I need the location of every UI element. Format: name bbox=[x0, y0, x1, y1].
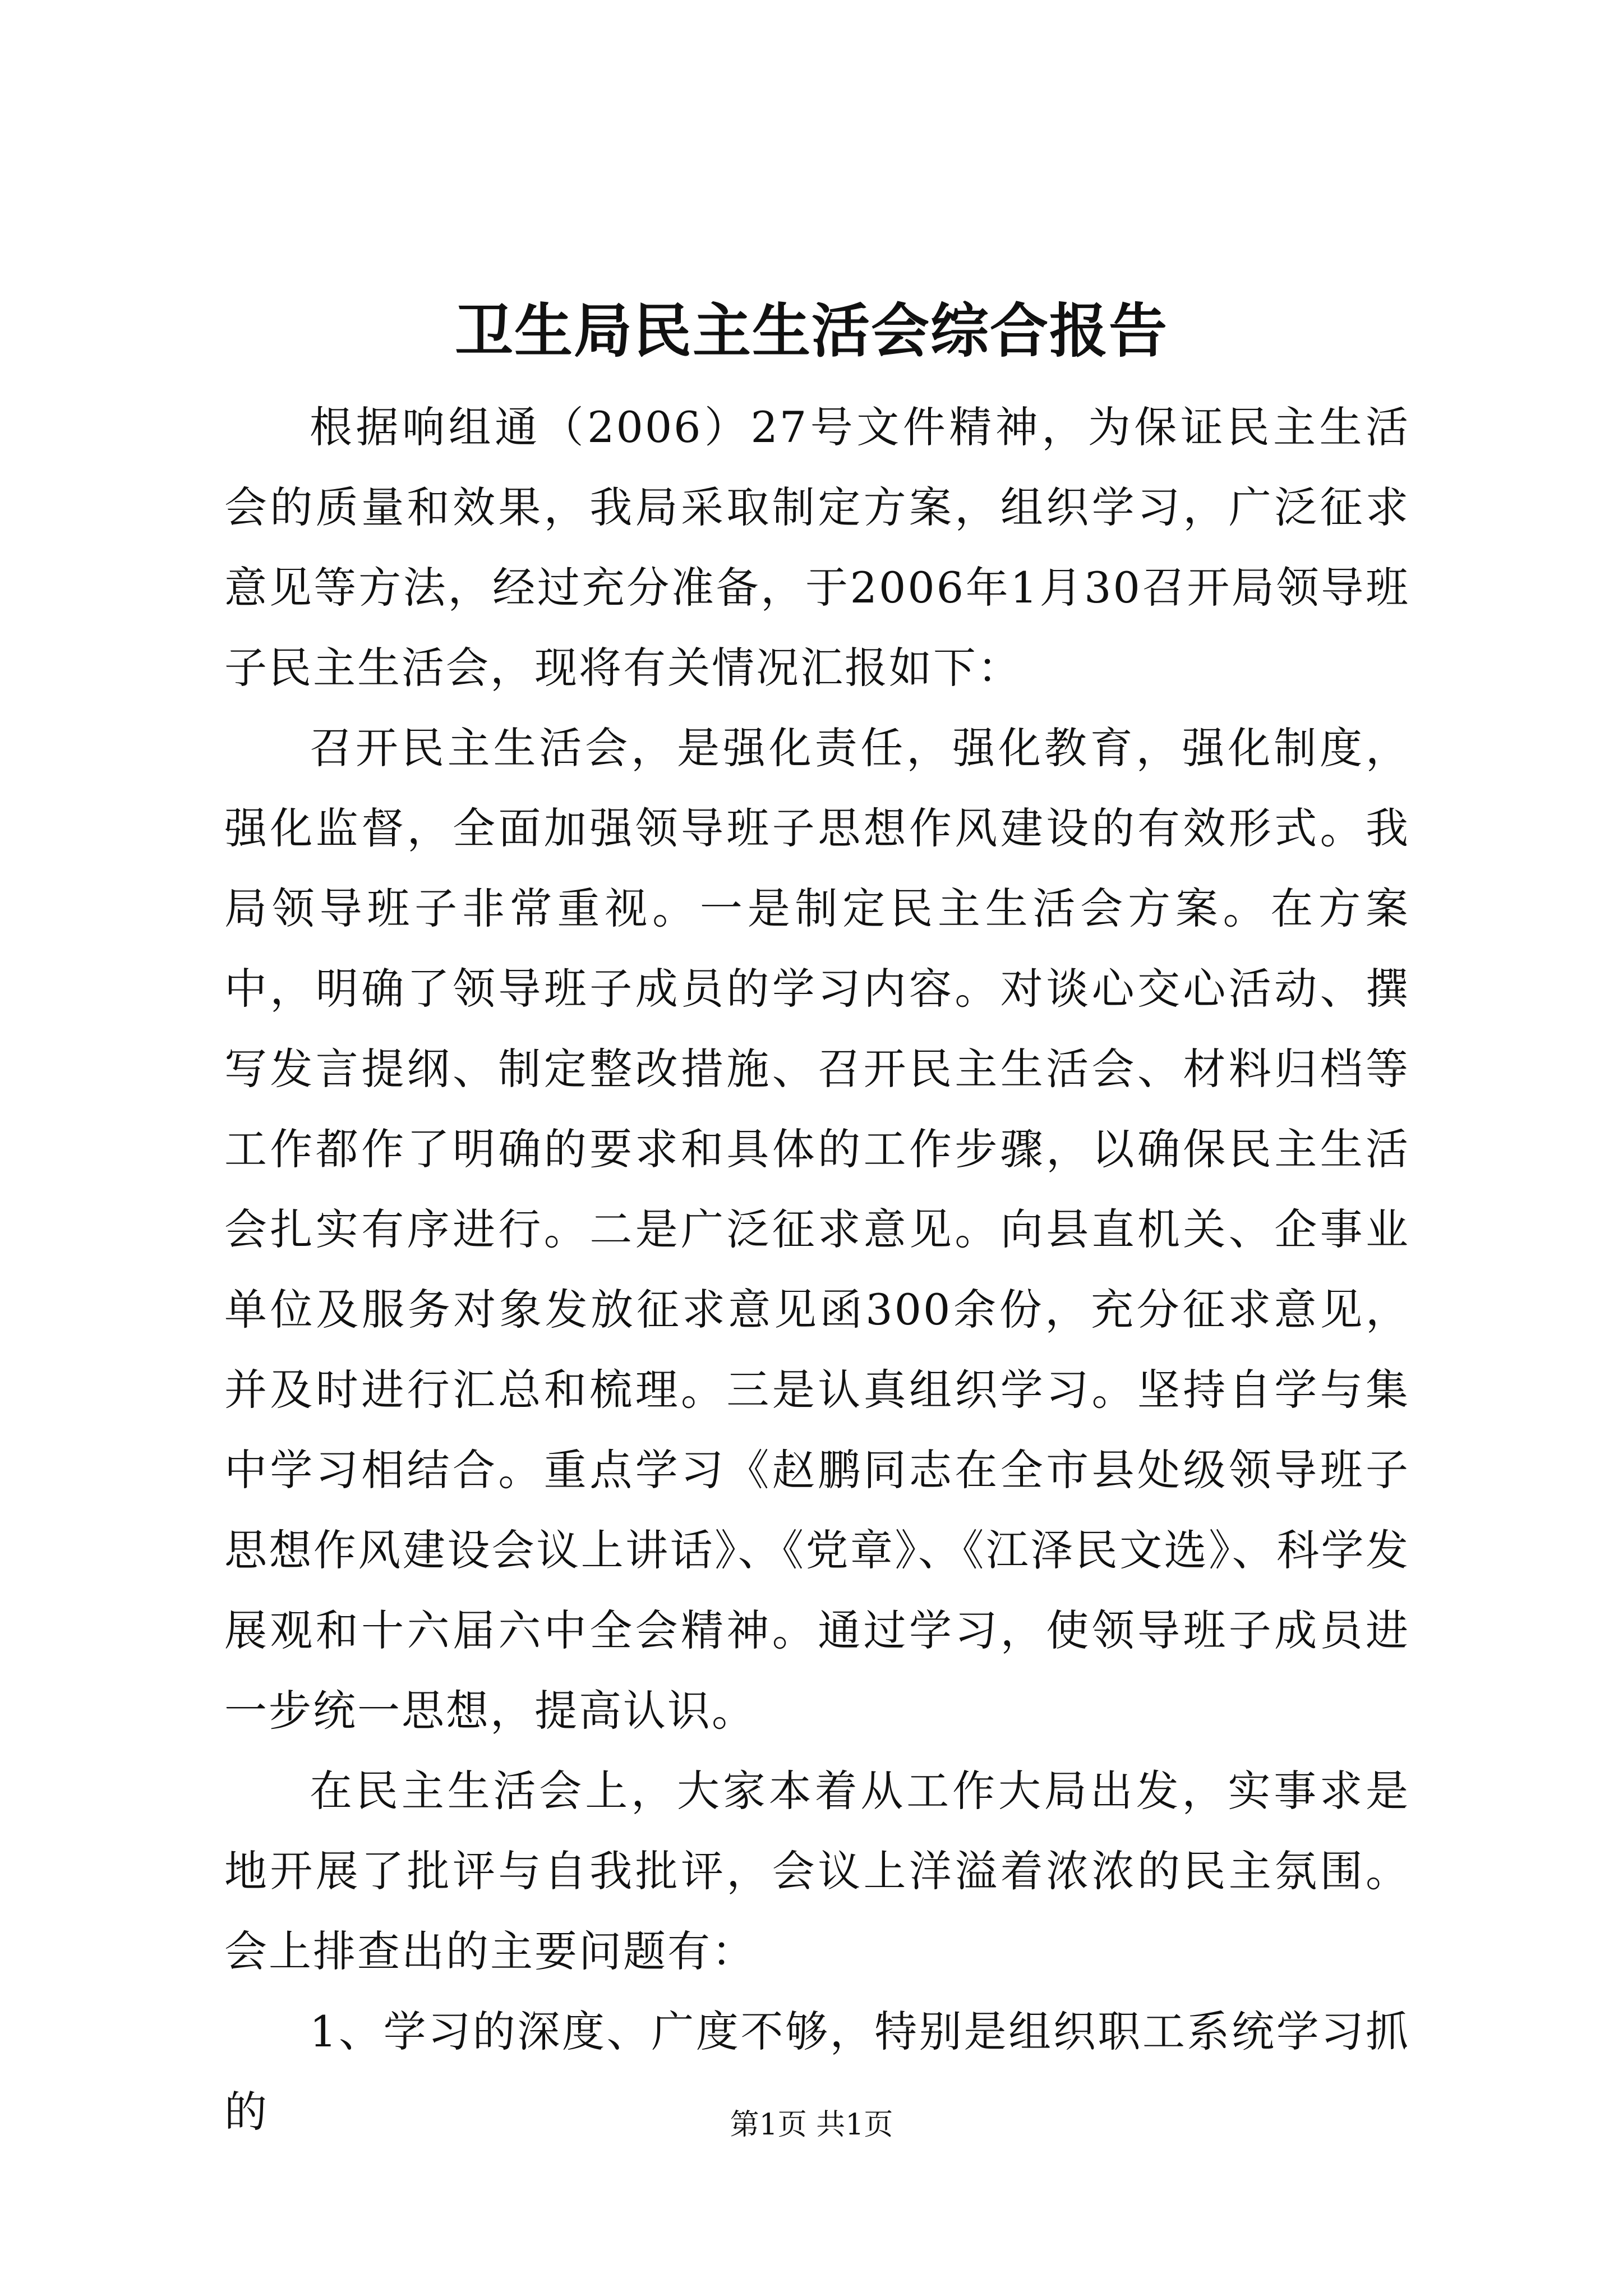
paragraph-issue-1: 1、学习的深度、广度不够，特别是组织职工系统学习抓的 bbox=[224, 2007, 1410, 2137]
paragraph-meeting: 在民主生活会上，大家本着从工作大局出发，实事求是地开展了批评与自我批评，会议上洋溢着浓浓的民主氛围。会上排查出的主要问题有： bbox=[224, 1766, 1410, 1976]
document-body bbox=[224, 387, 1410, 2152]
document-title: 卫生局民主生活会综合报告 bbox=[454, 296, 1168, 365]
paragraph-intro: 根据响组通（2006）27号文件精神，为保证民主生活会的质量和效果，我局采取制定方案，组织学习，广泛征求意见等方法，经过充分准备，于2006年1月30召开局领导班子民主生活会，现将有关情况汇报如下： bbox=[224, 402, 1410, 693]
page-footer: 第1页 共1页 bbox=[730, 2108, 893, 2142]
paragraph-preparation: 召开民主生活会，是强化责任，强化教育，强化制度，强化监督，全面加强领导班子思想作风建设的有效形式。我局领导班子非常重视。一是制定民主生活会方案。在方案中，明确了领导班子成员的学习内容。对谈心交心活动、撰写发言提纲、制定整改措施、召开民主生活会、材料归档等工作都作了明确的要求和具体的工作步骤，以确保民主生活会扎实有序进行。二是广泛征求意见。向县直机关、企事业单位及服务对象发放征求意见函300余份，充分征求意见，并及时进行汇总和梳理。三是认真组织学习。坚持自学与集中学习相结合。重点学习《赵鹏同志在全市县处级领导班子思想作风建设会议上讲话》、《党章》、《江泽民文选》、科学发展观和十六届六中全会精神。通过学习，使领导班子成员进一步统一思想，提高认识。 bbox=[224, 723, 1410, 1736]
